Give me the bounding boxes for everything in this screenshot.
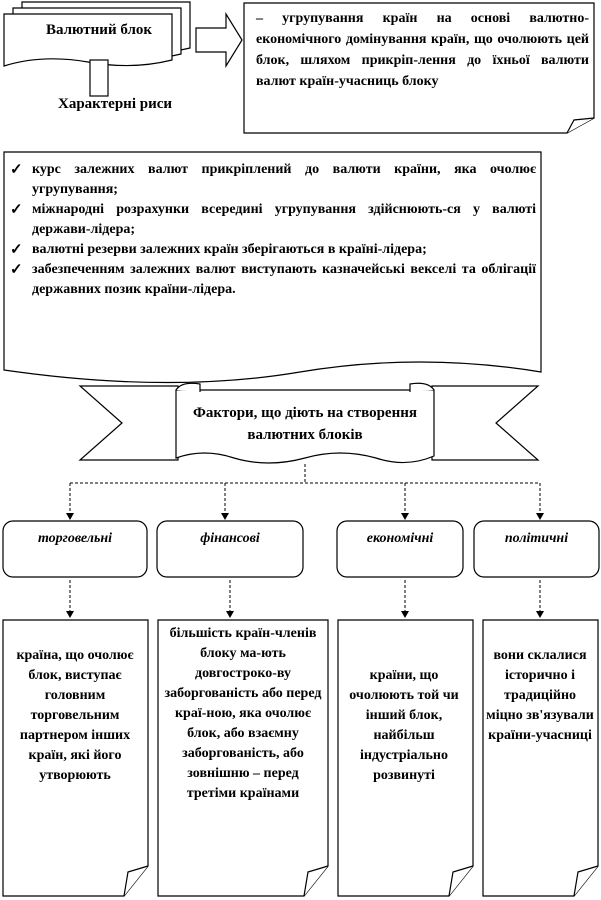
description-connectors xyxy=(70,580,540,617)
features-list xyxy=(10,160,536,300)
category-box-financial xyxy=(157,521,303,577)
description-economic: країни, що очолюють той чи інший блок, найбільш індустріально розвинуті xyxy=(349,668,459,783)
factors-title: Фактори, що діють на створення валютних блоків xyxy=(193,405,417,443)
feature-item: ✓ валютні резерви залежних країн зберігаються в країні-лідера; xyxy=(10,242,427,258)
feature-item: ✓ забезпеченням залежних валют виступають казначейські векселі та облігації державних позик країни-лідера. xyxy=(10,262,536,297)
category-label-trade: торговельні xyxy=(37,531,113,546)
category-box-political xyxy=(474,521,599,577)
description-financial: більшість країн-членів блоку ма-ють довгостроко-ву заборгованість або перед краї-ною, яка очолює блок, або взаємну заборгованість, або зовнішню – перед третіми країнами xyxy=(164,626,322,801)
category-box-trade xyxy=(3,521,147,577)
checkmark-icon: ✓ xyxy=(10,242,23,258)
currency-bloc-title: Валютний блок xyxy=(45,22,153,38)
feature-item: ✓ міжнародні розрахунки всередині угрупування здійснюють-ся у валюті держави-лідера; xyxy=(10,202,536,237)
category-label-financial: фінансові xyxy=(200,531,260,546)
category-label-economic: економічні xyxy=(366,531,434,546)
checkmark-icon: ✓ xyxy=(10,162,23,178)
currency-bloc-definition: – угрупування країн на основі валютно-економічного домінування країн, що очолюють цей блок, шляхом прикріп-лення до їхньої валюти валют країн-учасниць блоку xyxy=(256,11,589,89)
distribution-connectors xyxy=(70,464,540,519)
category-label-political: політичні xyxy=(504,531,569,546)
description-political: вони склалися історично і традиційно міцно зв'язували країни-учасниці xyxy=(486,648,594,743)
checkmark-icon: ✓ xyxy=(10,262,23,278)
definition-block-arrow xyxy=(196,14,242,66)
connector-bar xyxy=(90,60,108,96)
category-box-economic xyxy=(337,521,463,577)
checkmark-icon: ✓ xyxy=(10,202,23,218)
feature-item: ✓ курс залежних валют прикріплений до валюти країни, яка очолює угрупування; xyxy=(10,162,536,197)
characteristics-heading: Характерні риси xyxy=(57,96,173,112)
description-trade: країна, що очолює блок, виступає головним торговельним партнером інших країн, які його утворюють xyxy=(16,648,134,783)
